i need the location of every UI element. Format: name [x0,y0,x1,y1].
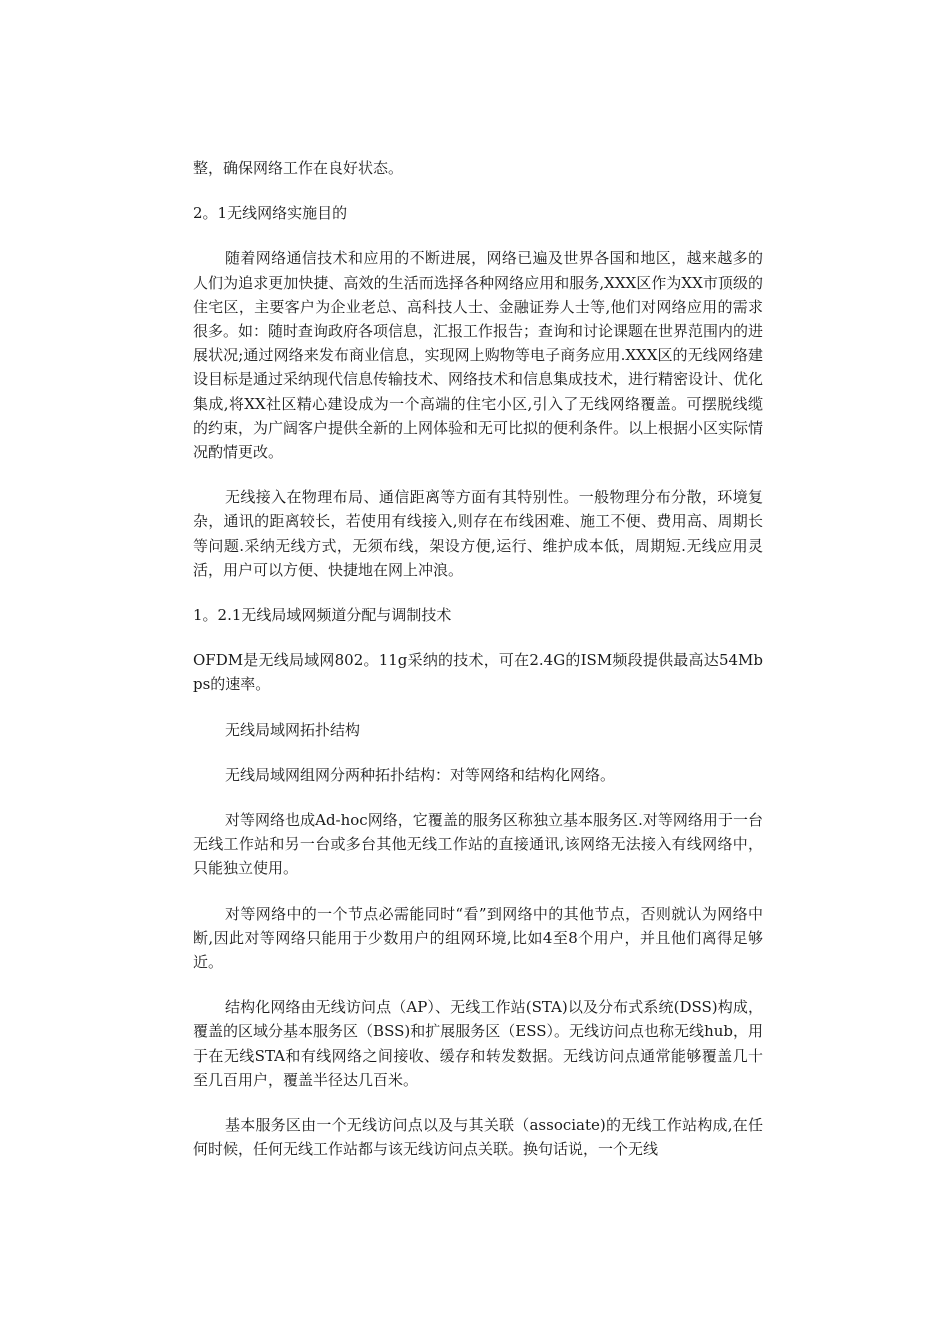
paragraph-implementation-purpose: 随着网络通信技术和应用的不断进展，网络已遍及世界各国和地区，越来越多的人们为追求更加快捷、高效的生活而选择各种网络应用和服务,XXX区作为XX市顶级的住宅区，主要客户为企业老总、高科技人士、金融证券人士等,他们对网络应用的需求很多。如：随时查询政府各项信息，汇报工作报告；查询和讨论课题在世界范围内的进展状况;通过网络来发布商业信息，实现网上购物等电子商务应用.XXX区的无线网络建设目标是通过采纳现代信息传输技术、网络技术和信息集成技术，进行精密设计、优化集成,将XX社区精心建设成为一个高端的住宅小区,引入了无线网络覆盖。可摆脱线缆的约束，为广阔客户提供全新的上网体验和无可比拟的便利条件。以上根据小区实际情况酌情更改。 [193,249,764,462]
paragraph-peer-node-visibility: 对等网络中的一个节点必需能同时“看”到网络中的其他节点，否则就认为网络中断,因此对等网络只能用于少数用户的组网环境,比如4至8个用户，并且他们离得足够近。 [193,904,763,972]
paragraph-ofdm: OFDM是无线局域网802。11g采纳的技术，可在2.4G的ISM频段提供最高达54Mbps的速率。 [193,651,763,694]
section-heading-2-1: 2。1无线网络实施目的 [193,204,348,223]
paragraph-structured-network: 结构化网络由无线访问点（AP）、无线工作站(STA)以及分布式系统(DSS)构成，覆盖的区域分基本服务区（BSS)和扩展服务区（ESS）。无线访问点也称无线hub，用于在无线STA和有线网络之间接收、缓存和转发数据。无线访问点通常能够覆盖几十至几百用户，覆盖半径达几百米。 [193,998,763,1089]
document-body [193,156,763,1183]
paragraph-wireless-access: 无线接入在物理布局、通信距离等方面有其特别性。一般物理分布分散，环境复杂，通讯的距离较长，若使用有线接入,则存在布线困难、施工不便、费用高、周期长等问题.采纳无线方式，无须布线，架设方便,运行、维护成本低，周期短.无线应用灵活，用户可以方便、快捷地在网上冲浪。 [193,488,763,579]
subheading-topology: 无线局域网拓扑结构 [225,720,361,739]
paragraph-continuation: 整，确保网络工作在良好状态。 [193,159,404,177]
paragraph-two-topologies: 无线局域网组网分两种拓扑结构：对等网络和结构化网络。 [225,765,616,784]
paragraph-basic-service-area: 基本服务区由一个无线访问点以及与其关联（associate)的无线工作站构成,在任何时候，任何无线工作站都与该无线访问点关联。换句话说，一个无线 [193,1116,763,1159]
section-heading-1-2-1: 1。2.1无线局域网频道分配与调制技术 [193,606,452,625]
paragraph-adhoc-network: 对等网络也成Ad-hoc网络，它覆盖的服务区称独立基本服务区.对等网络用于一台无线工作站和另一台或多台其他无线工作站的直接通讯,该网络无法接入有线网络中，只能独立使用。 [193,811,763,878]
